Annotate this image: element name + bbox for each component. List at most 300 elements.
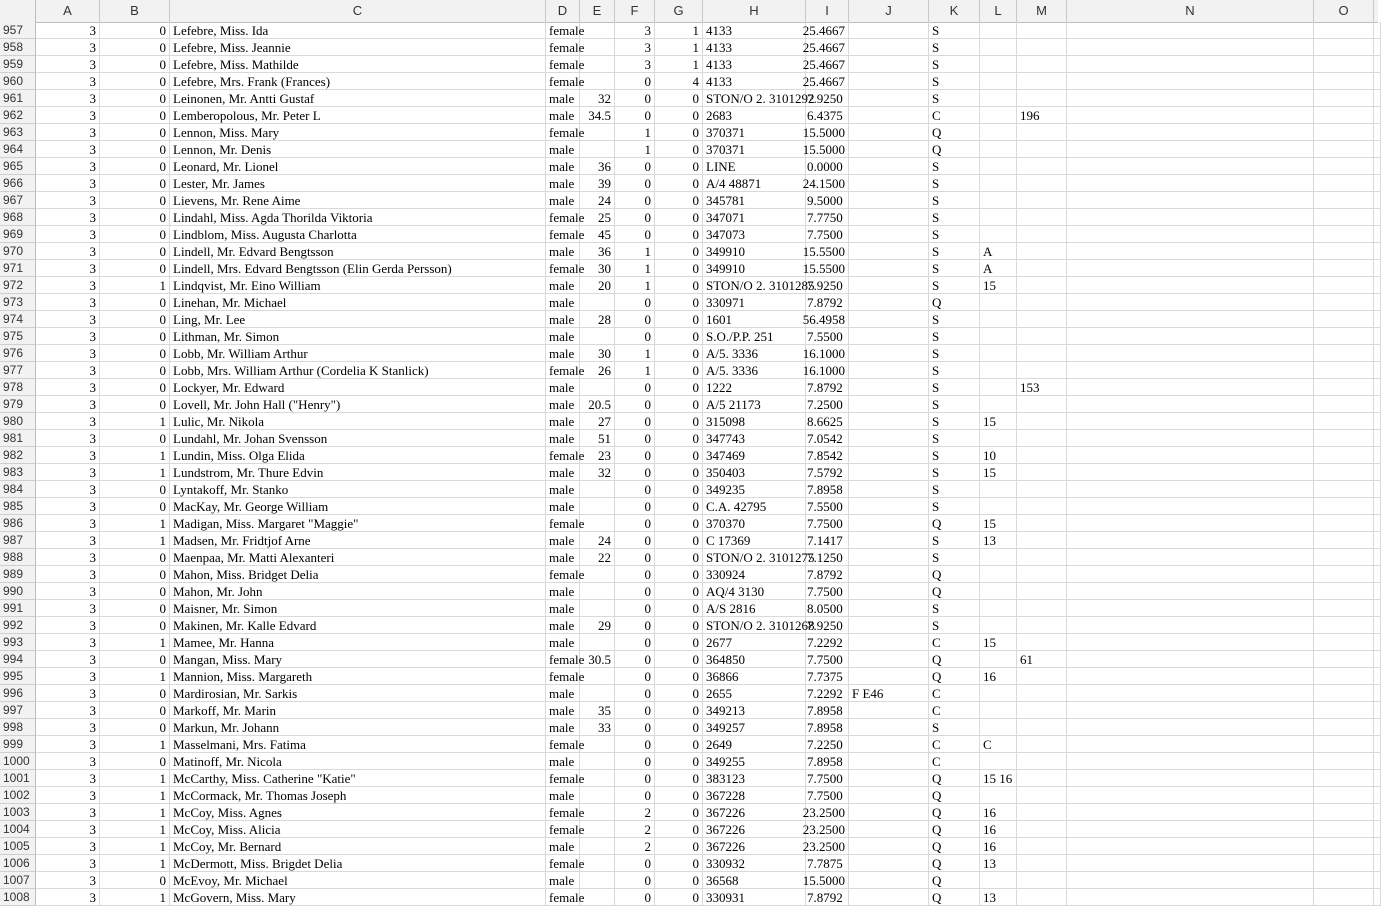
cell-b[interactable]: 0: [100, 651, 170, 668]
cell-j[interactable]: F E46: [849, 685, 929, 702]
cell-m[interactable]: [1017, 719, 1067, 736]
cell-a[interactable]: 3: [36, 175, 100, 192]
cell-e[interactable]: [580, 821, 615, 838]
cell-a[interactable]: 3: [36, 549, 100, 566]
row-header[interactable]: 998: [0, 719, 36, 736]
cell-o[interactable]: [1314, 855, 1374, 872]
cell-h[interactable]: 347743: [703, 430, 806, 447]
cell-n[interactable]: [1067, 668, 1314, 685]
row-header[interactable]: 986: [0, 515, 36, 532]
cell-n[interactable]: [1067, 617, 1314, 634]
cell-k[interactable]: S: [929, 311, 980, 328]
cell-l[interactable]: [980, 345, 1017, 362]
cell-g[interactable]: 0: [655, 192, 703, 209]
cell-n[interactable]: [1067, 345, 1314, 362]
cell-n[interactable]: [1067, 549, 1314, 566]
cell-c[interactable]: Matinoff, Mr. Nicola: [170, 753, 546, 770]
cell-h[interactable]: 36568: [703, 872, 806, 889]
cell-o[interactable]: [1314, 464, 1374, 481]
cell-m[interactable]: [1017, 124, 1067, 141]
cell-i[interactable]: 56.4958: [806, 311, 849, 328]
cell-e[interactable]: 32: [580, 464, 615, 481]
cell-e[interactable]: 32: [580, 90, 615, 107]
cell-a[interactable]: 3: [36, 753, 100, 770]
cell-i[interactable]: 9.5000: [806, 192, 849, 209]
cell-b[interactable]: 1: [100, 889, 170, 906]
cell-o[interactable]: [1314, 821, 1374, 838]
row-header[interactable]: 1000: [0, 753, 36, 770]
cell-h[interactable]: 2655: [703, 685, 806, 702]
cell-n[interactable]: [1067, 73, 1314, 90]
cell-k[interactable]: S: [929, 226, 980, 243]
cell-a[interactable]: 3: [36, 634, 100, 651]
cell-edge[interactable]: [1374, 617, 1381, 634]
column-header-h[interactable]: H: [703, 0, 806, 22]
cell-k[interactable]: S: [929, 600, 980, 617]
cell-a[interactable]: 3: [36, 515, 100, 532]
cell-e[interactable]: 33: [580, 719, 615, 736]
cell-o[interactable]: [1314, 634, 1374, 651]
row-header[interactable]: 1008: [0, 889, 36, 906]
cell-m[interactable]: [1017, 668, 1067, 685]
cell-k[interactable]: S: [929, 56, 980, 73]
cell-o[interactable]: [1314, 362, 1374, 379]
cell-l[interactable]: [980, 583, 1017, 600]
cell-i[interactable]: 7.2292: [806, 685, 849, 702]
cell-n[interactable]: [1067, 770, 1314, 787]
cell-c[interactable]: Maenpaa, Mr. Matti Alexanteri: [170, 549, 546, 566]
cell-n[interactable]: [1067, 260, 1314, 277]
cell-j[interactable]: [849, 73, 929, 90]
cell-l[interactable]: 13: [980, 889, 1017, 906]
cell-j[interactable]: [849, 838, 929, 855]
cell-b[interactable]: 1: [100, 277, 170, 294]
cell-f[interactable]: 1: [615, 243, 655, 260]
cell-l[interactable]: [980, 141, 1017, 158]
cell-h[interactable]: 370370: [703, 515, 806, 532]
row-header[interactable]: 960: [0, 73, 36, 90]
cell-edge[interactable]: [1374, 124, 1381, 141]
cell-l[interactable]: [980, 872, 1017, 889]
cell-o[interactable]: [1314, 73, 1374, 90]
cell-e[interactable]: [580, 379, 615, 396]
cell-b[interactable]: 1: [100, 634, 170, 651]
cell-j[interactable]: [849, 702, 929, 719]
cell-b[interactable]: 0: [100, 141, 170, 158]
cell-j[interactable]: [849, 379, 929, 396]
cell-g[interactable]: 0: [655, 226, 703, 243]
cell-n[interactable]: [1067, 872, 1314, 889]
cell-o[interactable]: [1314, 379, 1374, 396]
cell-b[interactable]: 0: [100, 379, 170, 396]
row-header[interactable]: 994: [0, 651, 36, 668]
cell-o[interactable]: [1314, 345, 1374, 362]
cell-n[interactable]: [1067, 277, 1314, 294]
cell-h[interactable]: 349235: [703, 481, 806, 498]
cell-d[interactable]: female: [546, 651, 580, 668]
cell-k[interactable]: S: [929, 498, 980, 515]
cell-a[interactable]: 3: [36, 56, 100, 73]
cell-e[interactable]: [580, 753, 615, 770]
cell-b[interactable]: 0: [100, 617, 170, 634]
cell-edge[interactable]: [1374, 651, 1381, 668]
cell-l[interactable]: 16: [980, 821, 1017, 838]
cell-b[interactable]: 0: [100, 124, 170, 141]
cell-a[interactable]: 3: [36, 787, 100, 804]
cell-c[interactable]: Lefebre, Miss. Ida: [170, 22, 546, 39]
cell-b[interactable]: 0: [100, 311, 170, 328]
cell-k[interactable]: S: [929, 464, 980, 481]
cell-f[interactable]: 0: [615, 872, 655, 889]
cell-j[interactable]: [849, 260, 929, 277]
cell-a[interactable]: 3: [36, 498, 100, 515]
row-header[interactable]: 988: [0, 549, 36, 566]
cell-d[interactable]: male: [546, 243, 580, 260]
cell-b[interactable]: 0: [100, 753, 170, 770]
cell-j[interactable]: [849, 889, 929, 906]
row-header[interactable]: 957: [0, 22, 36, 39]
cell-edge[interactable]: [1374, 192, 1381, 209]
cell-i[interactable]: 7.5500: [806, 498, 849, 515]
cell-g[interactable]: 0: [655, 175, 703, 192]
cell-j[interactable]: [849, 328, 929, 345]
row-header[interactable]: 992: [0, 617, 36, 634]
cell-l[interactable]: 15: [980, 277, 1017, 294]
cell-n[interactable]: [1067, 634, 1314, 651]
row-header[interactable]: 968: [0, 209, 36, 226]
cell-g[interactable]: 0: [655, 379, 703, 396]
column-header-k[interactable]: K: [929, 0, 980, 22]
cell-b[interactable]: 0: [100, 175, 170, 192]
cell-edge[interactable]: [1374, 549, 1381, 566]
cell-k[interactable]: S: [929, 719, 980, 736]
cell-b[interactable]: 1: [100, 736, 170, 753]
cell-h[interactable]: LINE: [703, 158, 806, 175]
cell-d[interactable]: male: [546, 872, 580, 889]
cell-l[interactable]: [980, 787, 1017, 804]
cell-c[interactable]: Lyntakoff, Mr. Stanko: [170, 481, 546, 498]
row-header[interactable]: 970: [0, 243, 36, 260]
cell-a[interactable]: 3: [36, 22, 100, 39]
cell-i[interactable]: 25.4667: [806, 39, 849, 56]
cell-h[interactable]: 345781: [703, 192, 806, 209]
cell-b[interactable]: 0: [100, 243, 170, 260]
cell-c[interactable]: Mamee, Mr. Hanna: [170, 634, 546, 651]
cell-f[interactable]: 0: [615, 192, 655, 209]
cell-g[interactable]: 0: [655, 566, 703, 583]
cell-g[interactable]: 0: [655, 702, 703, 719]
cell-l[interactable]: [980, 430, 1017, 447]
cell-o[interactable]: [1314, 107, 1374, 124]
cell-c[interactable]: Lennon, Miss. Mary: [170, 124, 546, 141]
cell-j[interactable]: [849, 770, 929, 787]
cell-d[interactable]: male: [546, 175, 580, 192]
row-header[interactable]: 962: [0, 107, 36, 124]
cell-f[interactable]: 2: [615, 838, 655, 855]
cell-b[interactable]: 0: [100, 192, 170, 209]
cell-n[interactable]: [1067, 804, 1314, 821]
cell-c[interactable]: Makinen, Mr. Kalle Edvard: [170, 617, 546, 634]
cell-i[interactable]: 7.9250: [806, 90, 849, 107]
cell-a[interactable]: 3: [36, 481, 100, 498]
cell-h[interactable]: 347073: [703, 226, 806, 243]
cell-i[interactable]: 7.7500: [806, 770, 849, 787]
cell-a[interactable]: 3: [36, 736, 100, 753]
cell-j[interactable]: [849, 107, 929, 124]
cell-i[interactable]: 25.4667: [806, 73, 849, 90]
cell-j[interactable]: [849, 719, 929, 736]
cell-n[interactable]: [1067, 209, 1314, 226]
cell-b[interactable]: 1: [100, 787, 170, 804]
cell-o[interactable]: [1314, 39, 1374, 56]
cell-j[interactable]: [849, 583, 929, 600]
cell-g[interactable]: 4: [655, 73, 703, 90]
cell-i[interactable]: 7.8542: [806, 447, 849, 464]
cell-c[interactable]: McDermott, Miss. Brigdet Delia: [170, 855, 546, 872]
cell-f[interactable]: 0: [615, 549, 655, 566]
cell-h[interactable]: 4133: [703, 22, 806, 39]
cell-g[interactable]: 0: [655, 770, 703, 787]
cell-c[interactable]: Markoff, Mr. Marin: [170, 702, 546, 719]
cell-n[interactable]: [1067, 158, 1314, 175]
cell-k[interactable]: S: [929, 430, 980, 447]
cell-n[interactable]: [1067, 362, 1314, 379]
cell-f[interactable]: 2: [615, 821, 655, 838]
cell-k[interactable]: Q: [929, 668, 980, 685]
cell-f[interactable]: 0: [615, 787, 655, 804]
cell-g[interactable]: 0: [655, 668, 703, 685]
cell-c[interactable]: Madigan, Miss. Margaret "Maggie": [170, 515, 546, 532]
cell-g[interactable]: 0: [655, 787, 703, 804]
cell-n[interactable]: [1067, 498, 1314, 515]
cell-edge[interactable]: [1374, 430, 1381, 447]
cell-k[interactable]: S: [929, 158, 980, 175]
cell-i[interactable]: 7.7875: [806, 855, 849, 872]
cell-j[interactable]: [849, 498, 929, 515]
cell-edge[interactable]: [1374, 328, 1381, 345]
cell-e[interactable]: 20.5: [580, 396, 615, 413]
cell-a[interactable]: 3: [36, 702, 100, 719]
cell-o[interactable]: [1314, 430, 1374, 447]
cell-i[interactable]: 15.5000: [806, 872, 849, 889]
cell-m[interactable]: [1017, 617, 1067, 634]
cell-g[interactable]: 0: [655, 464, 703, 481]
cell-d[interactable]: female: [546, 447, 580, 464]
column-header-i[interactable]: I: [806, 0, 849, 22]
cell-k[interactable]: S: [929, 396, 980, 413]
cell-j[interactable]: [849, 668, 929, 685]
cell-m[interactable]: [1017, 56, 1067, 73]
cell-h[interactable]: 349255: [703, 753, 806, 770]
cell-d[interactable]: male: [546, 685, 580, 702]
cell-a[interactable]: 3: [36, 600, 100, 617]
cell-e[interactable]: [580, 583, 615, 600]
cell-c[interactable]: McEvoy, Mr. Michael: [170, 872, 546, 889]
cell-e[interactable]: [580, 56, 615, 73]
cell-f[interactable]: 0: [615, 311, 655, 328]
cell-j[interactable]: [849, 447, 929, 464]
column-header-d[interactable]: D: [546, 0, 580, 22]
cell-g[interactable]: 0: [655, 90, 703, 107]
cell-edge[interactable]: [1374, 90, 1381, 107]
cell-edge[interactable]: [1374, 889, 1381, 906]
cell-m[interactable]: [1017, 413, 1067, 430]
cell-o[interactable]: [1314, 481, 1374, 498]
cell-a[interactable]: 3: [36, 464, 100, 481]
cell-b[interactable]: 0: [100, 498, 170, 515]
cell-o[interactable]: [1314, 243, 1374, 260]
cell-h[interactable]: C 17369: [703, 532, 806, 549]
cell-f[interactable]: 0: [615, 515, 655, 532]
cell-i[interactable]: 15.5500: [806, 260, 849, 277]
cell-f[interactable]: 0: [615, 413, 655, 430]
cell-d[interactable]: male: [546, 702, 580, 719]
cell-l[interactable]: 15: [980, 413, 1017, 430]
cell-l[interactable]: [980, 362, 1017, 379]
cell-f[interactable]: 0: [615, 685, 655, 702]
cell-o[interactable]: [1314, 685, 1374, 702]
cell-o[interactable]: [1314, 158, 1374, 175]
cell-f[interactable]: 1: [615, 260, 655, 277]
cell-e[interactable]: [580, 787, 615, 804]
cell-f[interactable]: 3: [615, 39, 655, 56]
cell-d[interactable]: female: [546, 515, 580, 532]
cell-o[interactable]: [1314, 719, 1374, 736]
cell-m[interactable]: [1017, 770, 1067, 787]
cell-i[interactable]: 7.7500: [806, 583, 849, 600]
row-header[interactable]: 976: [0, 345, 36, 362]
cell-b[interactable]: 0: [100, 685, 170, 702]
cell-h[interactable]: 4133: [703, 56, 806, 73]
cell-e[interactable]: 29: [580, 617, 615, 634]
cell-c[interactable]: Lovell, Mr. John Hall ("Henry"): [170, 396, 546, 413]
cell-d[interactable]: female: [546, 226, 580, 243]
cell-k[interactable]: Q: [929, 787, 980, 804]
cell-f[interactable]: 1: [615, 124, 655, 141]
cell-k[interactable]: S: [929, 260, 980, 277]
cell-k[interactable]: Q: [929, 651, 980, 668]
cell-a[interactable]: 3: [36, 124, 100, 141]
cell-o[interactable]: [1314, 566, 1374, 583]
cell-m[interactable]: [1017, 175, 1067, 192]
cell-m[interactable]: [1017, 362, 1067, 379]
cell-j[interactable]: [849, 736, 929, 753]
cell-n[interactable]: [1067, 413, 1314, 430]
cell-g[interactable]: 1: [655, 39, 703, 56]
cell-m[interactable]: [1017, 838, 1067, 855]
cell-e[interactable]: [580, 498, 615, 515]
cell-e[interactable]: [580, 804, 615, 821]
cell-h[interactable]: 2649: [703, 736, 806, 753]
cell-i[interactable]: 25.4667: [806, 56, 849, 73]
cell-l[interactable]: [980, 192, 1017, 209]
cell-e[interactable]: [580, 600, 615, 617]
cell-m[interactable]: 61: [1017, 651, 1067, 668]
column-header-m[interactable]: M: [1017, 0, 1067, 22]
cell-d[interactable]: male: [546, 90, 580, 107]
cell-m[interactable]: [1017, 39, 1067, 56]
cell-m[interactable]: [1017, 685, 1067, 702]
cell-b[interactable]: 1: [100, 447, 170, 464]
cell-d[interactable]: female: [546, 209, 580, 226]
cell-d[interactable]: female: [546, 56, 580, 73]
cell-o[interactable]: [1314, 90, 1374, 107]
cell-d[interactable]: male: [546, 158, 580, 175]
cell-c[interactable]: Masselmani, Mrs. Fatima: [170, 736, 546, 753]
cell-i[interactable]: 23.2500: [806, 838, 849, 855]
cell-o[interactable]: [1314, 668, 1374, 685]
cell-n[interactable]: [1067, 192, 1314, 209]
cell-e[interactable]: 30: [580, 260, 615, 277]
cell-f[interactable]: 0: [615, 73, 655, 90]
cell-g[interactable]: 0: [655, 413, 703, 430]
cell-i[interactable]: 15.5000: [806, 141, 849, 158]
cell-l[interactable]: [980, 617, 1017, 634]
cell-m[interactable]: [1017, 22, 1067, 39]
cell-b[interactable]: 0: [100, 702, 170, 719]
cell-g[interactable]: 0: [655, 141, 703, 158]
cell-a[interactable]: 3: [36, 107, 100, 124]
cell-i[interactable]: 8.6625: [806, 413, 849, 430]
cell-i[interactable]: 24.1500: [806, 175, 849, 192]
cell-f[interactable]: 0: [615, 226, 655, 243]
cell-g[interactable]: 0: [655, 430, 703, 447]
cell-h[interactable]: A/5. 3336: [703, 362, 806, 379]
cell-a[interactable]: 3: [36, 396, 100, 413]
cell-g[interactable]: 0: [655, 821, 703, 838]
cell-j[interactable]: [849, 362, 929, 379]
cell-d[interactable]: female: [546, 124, 580, 141]
select-all-corner[interactable]: [0, 0, 36, 22]
cell-edge[interactable]: [1374, 566, 1381, 583]
cell-n[interactable]: [1067, 107, 1314, 124]
cell-d[interactable]: female: [546, 668, 580, 685]
cell-l[interactable]: 13: [980, 532, 1017, 549]
cell-m[interactable]: [1017, 192, 1067, 209]
cell-i[interactable]: 7.1250: [806, 549, 849, 566]
cell-f[interactable]: 0: [615, 532, 655, 549]
cell-o[interactable]: [1314, 22, 1374, 39]
cell-k[interactable]: S: [929, 73, 980, 90]
cell-a[interactable]: 3: [36, 192, 100, 209]
cell-m[interactable]: [1017, 345, 1067, 362]
cell-d[interactable]: male: [546, 498, 580, 515]
cell-h[interactable]: A/S 2816: [703, 600, 806, 617]
cell-b[interactable]: 1: [100, 821, 170, 838]
row-header[interactable]: 989: [0, 566, 36, 583]
cell-j[interactable]: [849, 634, 929, 651]
cell-l[interactable]: [980, 379, 1017, 396]
cell-f[interactable]: 0: [615, 753, 655, 770]
cell-d[interactable]: female: [546, 566, 580, 583]
cell-n[interactable]: [1067, 600, 1314, 617]
cell-a[interactable]: 3: [36, 311, 100, 328]
cell-j[interactable]: [849, 804, 929, 821]
cell-c[interactable]: Lulic, Mr. Nikola: [170, 413, 546, 430]
cell-h[interactable]: A/5. 3336: [703, 345, 806, 362]
cell-d[interactable]: male: [546, 753, 580, 770]
row-header[interactable]: 993: [0, 634, 36, 651]
cell-l[interactable]: [980, 209, 1017, 226]
cell-h[interactable]: STON/O 2. 3101285: [703, 277, 806, 294]
cell-b[interactable]: 0: [100, 226, 170, 243]
cell-l[interactable]: [980, 498, 1017, 515]
cell-l[interactable]: [980, 702, 1017, 719]
cell-n[interactable]: [1067, 481, 1314, 498]
cell-k[interactable]: C: [929, 107, 980, 124]
cell-e[interactable]: [580, 294, 615, 311]
cell-g[interactable]: 0: [655, 396, 703, 413]
